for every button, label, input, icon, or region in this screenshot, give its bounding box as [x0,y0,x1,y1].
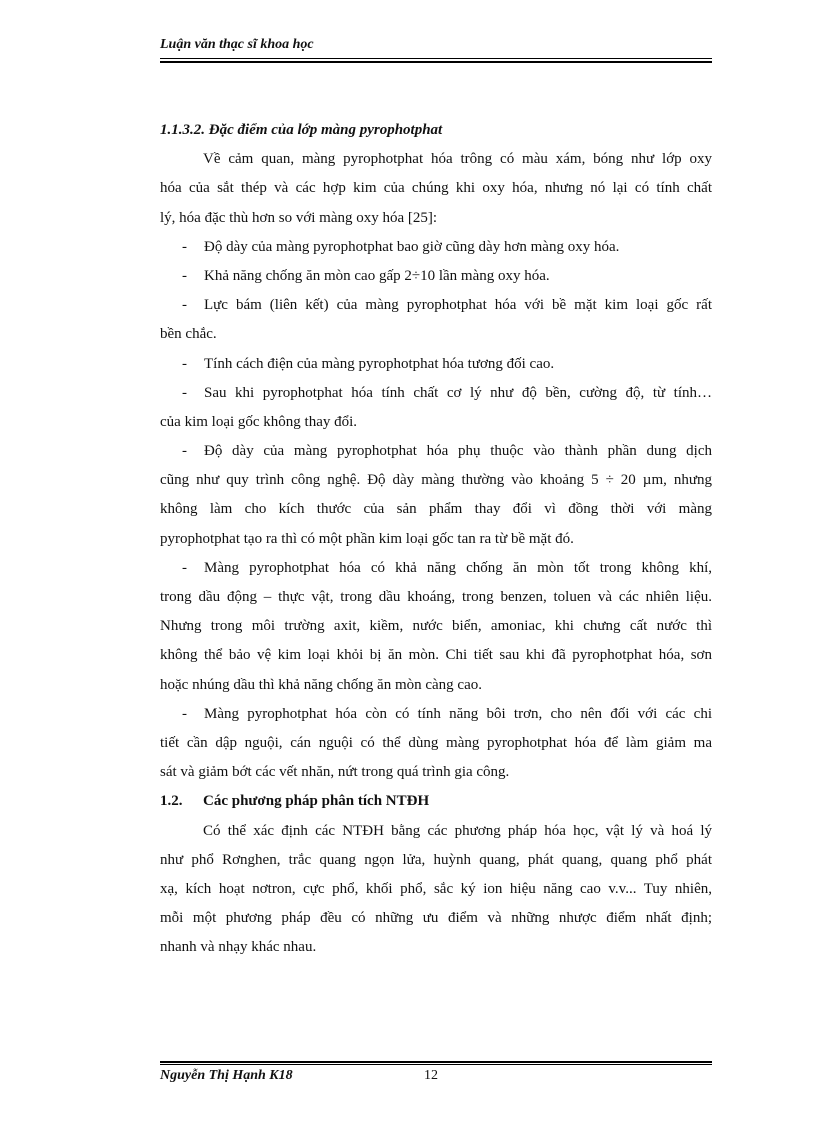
page-number: 12 [424,1068,438,1083]
bullet-item [160,379,712,437]
text-line: Nhưng trong môi trường axit, kiềm, nước biển, amoniac, khi chưng cất nước thì [160,618,712,635]
bullet-first-line [160,554,712,583]
bullet-item [160,233,712,262]
text-line: như phổ Rơnghen, trắc quang ngọn lửa, huỳnh quang, phát quang, quang phổ phát [160,851,712,868]
section-number: 1.2. [160,793,183,810]
text-line: xạ, kích hoạt nơtron, cực phổ, khối phổ, sắc ký ion hiệu năng cao v.v... Tuy nhiên, [160,880,712,897]
bullet-dash: - [182,355,187,372]
text-line: trong dầu động – thực vật, trong dầu khoáng, trong benzen, toluen và các nhiên liệu. [160,589,712,605]
bullet-dash: - [182,384,187,401]
text-line: hoặc nhúng dầu thì khả năng chống ăn mòn càng cao. [160,676,482,693]
bullet-text: Độ dày của màng pyrophotphat hóa phụ thuộc vào thành phần dung dịch [204,443,712,460]
bullet-list [160,233,712,788]
section-title: Các phương pháp phân tích NTĐH [203,793,430,810]
text-line: lý, hóa đặc thù hơn so với màng oxy hóa [25]: [160,209,438,226]
bullet-dash: - [182,267,187,284]
bullet-text: Tính cách điện của màng pyrophotphat hóa tương đối cao. [204,355,555,372]
text-line: cũng như quy trình công nghệ. Độ dày màng thường vào khoảng 5 ÷ 20 µm, nhưng [160,472,712,489]
bullet-first-line [160,233,712,262]
text-line: Có thể xác định các NTĐH bằng các phương pháp hóa học, vật lý và hoá lý [203,822,712,839]
text-line: sát và giảm bớt các vết nhăn, nứt trong quá trình gia công. [160,764,510,781]
bullet-dash: - [182,705,187,722]
footer-author: Nguyễn Thị Hạnh K18 [160,1068,293,1083]
header-rule-thick [160,61,712,63]
bullet-first-line [160,350,712,379]
footer-rule-thick [160,1061,712,1063]
bullet-item [160,291,712,349]
footer-rule-thin [160,1064,712,1065]
header-title: Luận văn thạc sĩ khoa học [160,37,314,52]
bullet-item [160,262,712,291]
bullet-first-line [160,700,712,729]
bullet-dash: - [182,238,187,255]
text-line: của kim loại gốc không thay đổi. [160,413,358,430]
header-rule-thin [160,58,712,59]
bullet-dash: - [182,297,187,314]
section-paragraph [160,817,712,963]
section-heading [160,787,712,816]
bullet-first-line [160,379,712,408]
bullet-text: Màng pyrophotphat hóa còn có tính năng bôi trơn, cho nên đối với các chi [204,705,712,722]
text-line: bền chắc. [160,326,217,343]
text-line: pyrophotphat tạo ra thì có một phần kim loại gốc tan ra từ bề mặt đó. [160,530,574,547]
text-line: Về cảm quan, màng pyrophotphat hóa trông có màu xám, bóng như lớp oxy [203,151,712,168]
text-line: nhanh và nhạy khác nhau. [160,939,317,956]
bullet-dash: - [182,559,187,576]
subsection-title: 1.1.3.2. Đặc điểm của lớp màng pyrophotphat [160,122,443,138]
bullet-text: Màng pyrophotphat hóa có khả năng chống ăn mòn tốt trong không khí, [204,559,712,576]
bullet-text: Lực bám (liên kết) của màng pyrophotphat hóa với bề mặt kim loại gốc rất [204,297,712,314]
bullet-item [160,700,712,788]
bullet-first-line [160,291,712,320]
intro-paragraph [160,145,712,233]
bullet-item [160,554,712,700]
bullet-text: Khả năng chống ăn mòn cao gấp 2÷10 lần màng oxy hóa. [204,267,550,284]
bullet-item [160,350,712,379]
bullet-first-line [160,262,712,291]
bullet-item [160,437,712,554]
text-line: hóa của sắt thép và các hợp kim của chúng khi oxy hóa, nhưng nó lại có tính chất [160,180,712,197]
text-line: không làm cho kích thước của sản phẩm thay đổi vì đồng thời với màng [160,501,712,518]
text-line: tiết cần dập nguội, cán nguội có thể dùng màng pyrophotphat hóa để làm giảm ma [160,734,712,751]
bullet-dash: - [182,443,187,460]
bullet-text: Độ dày của màng pyrophotphat bao giờ cũng dày hơn màng oxy hóa. [204,238,620,255]
bullet-first-line [160,437,712,466]
bullet-text: Sau khi pyrophotphat hóa tính chất cơ lý như độ bền, cường độ, từ tính… [204,384,712,401]
page-body [160,116,712,962]
text-line: không thể bảo vệ kim loại khỏi bị ăn mòn. Chi tiết sau khi đã pyrophotphat hóa, sơn [160,647,712,664]
text-line: mỗi một phương pháp đều có những ưu điểm và những nhược điểm nhất định; [160,910,712,927]
